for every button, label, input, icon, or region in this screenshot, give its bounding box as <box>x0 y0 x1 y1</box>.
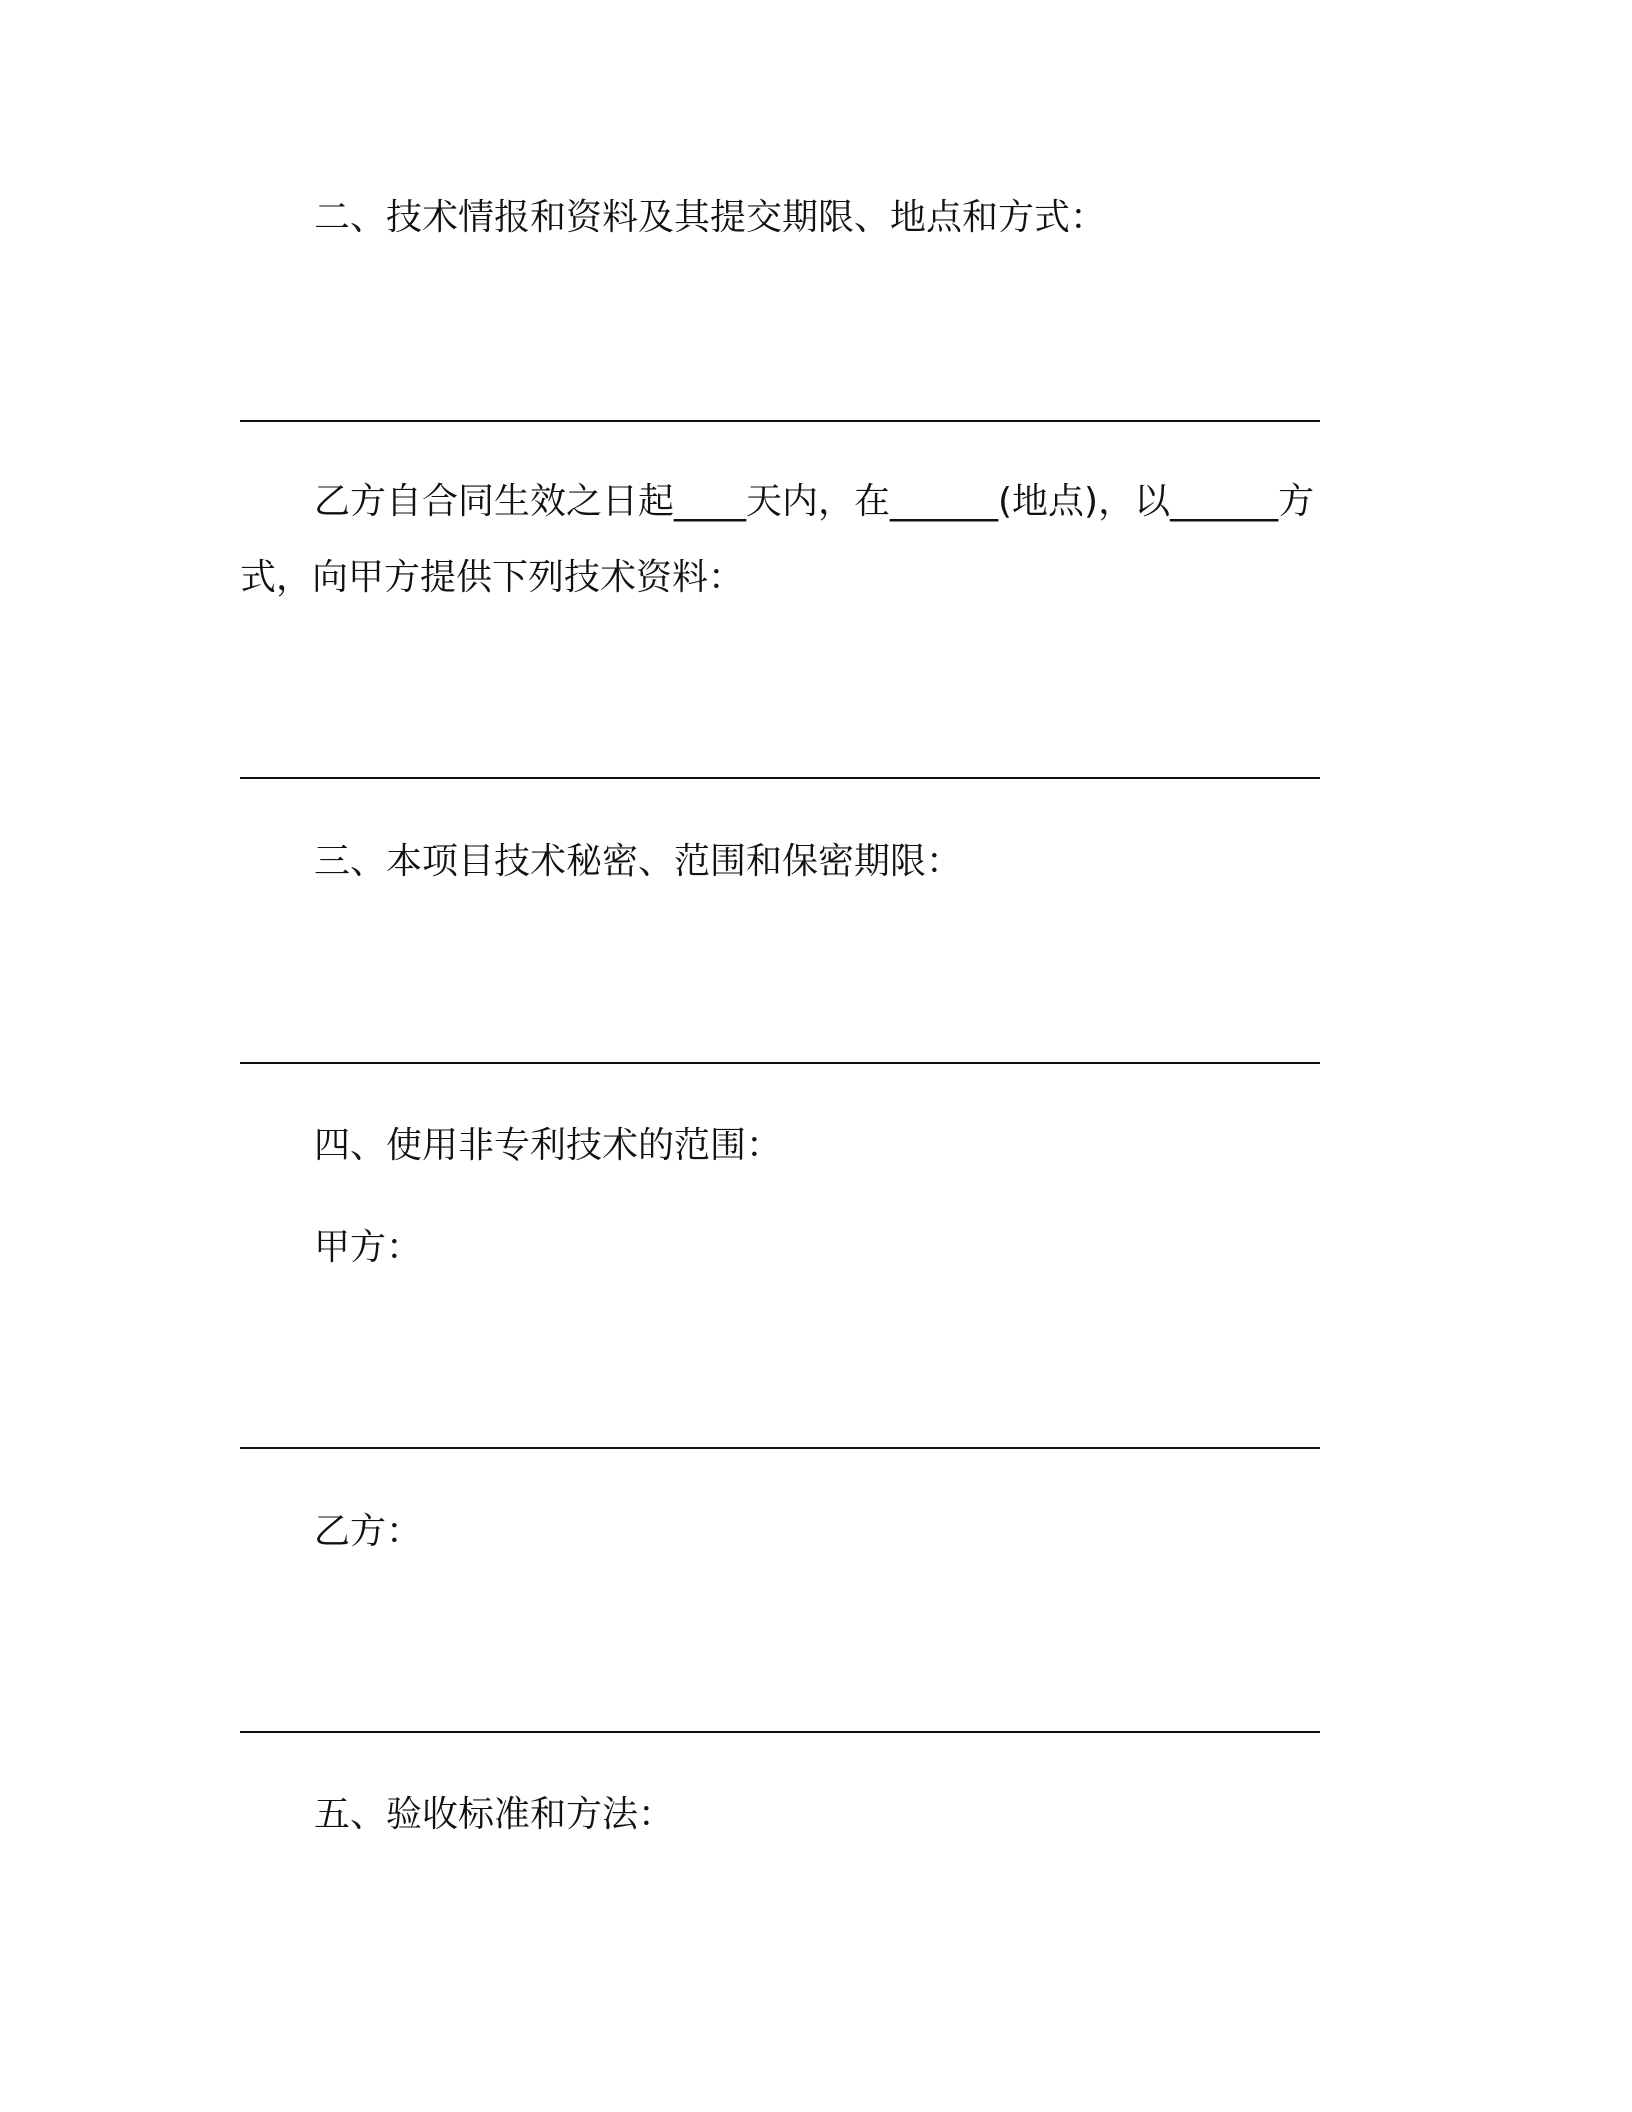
fill-in-line-3 <box>240 1062 1320 1064</box>
fill-in-line-5 <box>240 1731 1320 1733</box>
party-a-label: 甲方： <box>314 1227 423 1268</box>
fill-in-line-1 <box>240 420 1320 422</box>
fill-in-line-2 <box>240 777 1320 779</box>
section-4-heading: 四、使用非专利技术的范围： <box>314 1125 783 1166</box>
party-b-label: 乙方： <box>314 1511 423 1552</box>
section-3-heading: 三、本项目技术秘密、范围和保密期限： <box>314 841 963 882</box>
section-2-clause-line-2: 式，向甲方提供下列技术资料： <box>240 557 745 598</box>
section-2-heading: 二、技术情报和资料及其提交期限、地点和方式： <box>314 197 1107 238</box>
section-5-heading: 五、验收标准和方法： <box>314 1794 675 1835</box>
section-2-clause-line-1: 乙方自合同生效之日起____天内，在______(地点)，以______方 <box>314 481 1315 522</box>
fill-in-line-4 <box>240 1447 1320 1449</box>
